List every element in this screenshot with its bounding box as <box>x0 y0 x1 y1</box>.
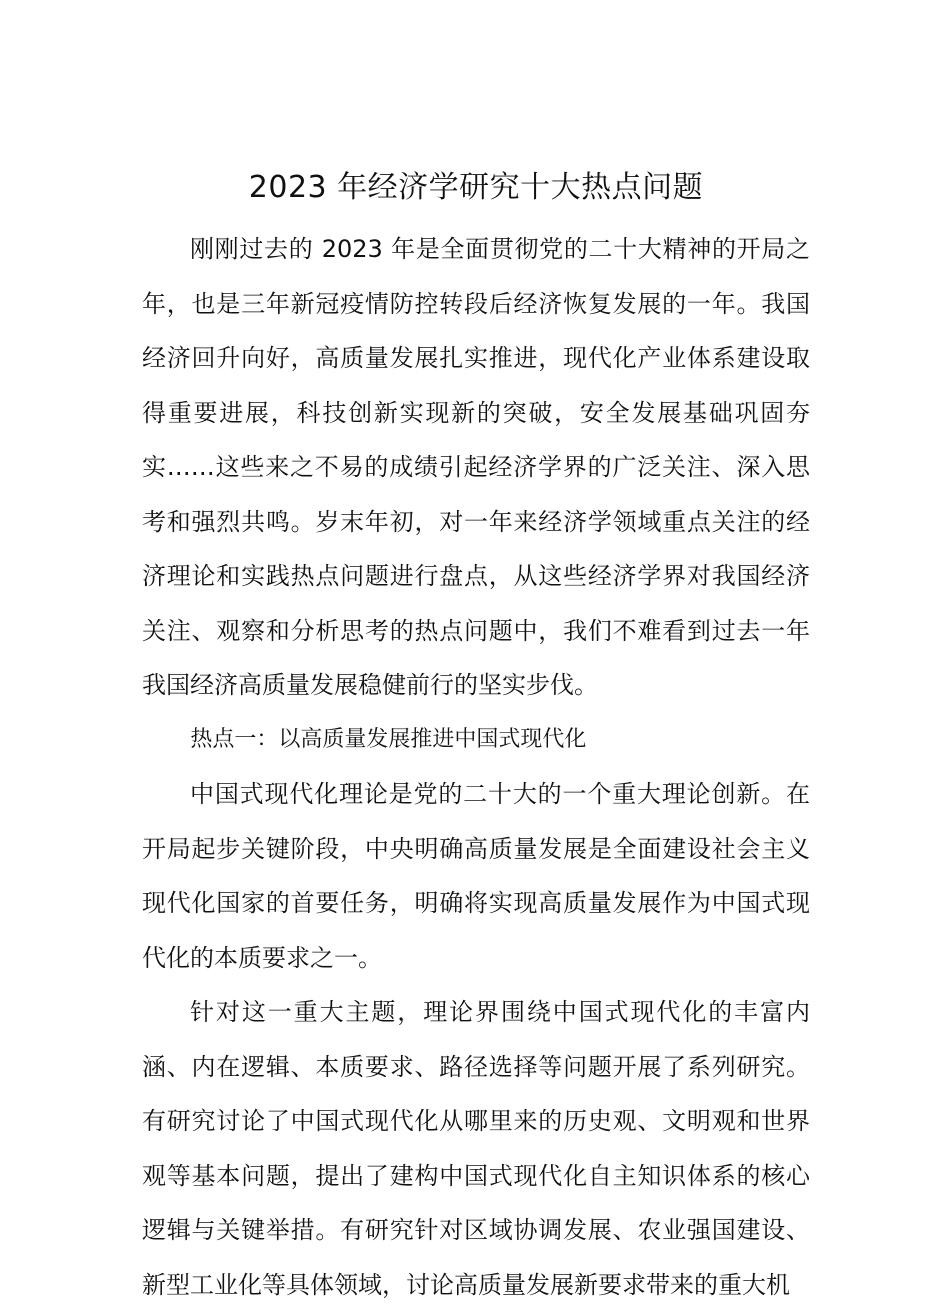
document-title: 2023 年经济学研究十大热点问题 <box>248 170 704 205</box>
body-paragraph: 中国式现代化理论是党的二十大的一个重大理论创新。在开局起步关键阶段，中央明确高质量发展是全面建设社会主义现代化国家的首要任务，明确将实现高质量发展作为中国式现代化的本质要求之一。 <box>142 780 810 972</box>
body-paragraph: 针对这一重大主题，理论界围绕中国式现代化的丰富内涵、内在逻辑、本质要求、路径选择等问题开展了系列研究。有研究讨论了中国式现代化从哪里来的历史观、文明观和世界观等基本问题，提出了建构中国式现代化自主知识体系的核心逻辑与关键举措。有研究针对区域协调发展、农业强国建设、新型工业化等具体领域，讨论高质量发展新要求带来的重大机 <box>142 998 810 1299</box>
section-heading-hotspot-1: 热点一：以高质量发展推进中国式现代化 <box>190 726 587 752</box>
intro-paragraph: 刚刚过去的 2023 年是全面贯彻党的二十大精神的开局之年，也是三年新冠疫情防控转段后经济恢复发展的一年。我国经济回升向好，高质量发展扎实推进，现代化产业体系建设取得重要进展，科技创新实现新的突破，安全发展基础巩固夯实……这些来之不易的成绩引起经济学界的广泛关注、深入思考和强烈共鸣。岁末年初，对一年来经济学领域重点关注的经济理论和实践热点问题进行盘点，从这些经济学界对我国经济关注、观察和分析思考的热点问题中，我们不难看到过去一年我国经济高质量发展稳健前行的坚实步伐。 <box>142 235 810 699</box>
